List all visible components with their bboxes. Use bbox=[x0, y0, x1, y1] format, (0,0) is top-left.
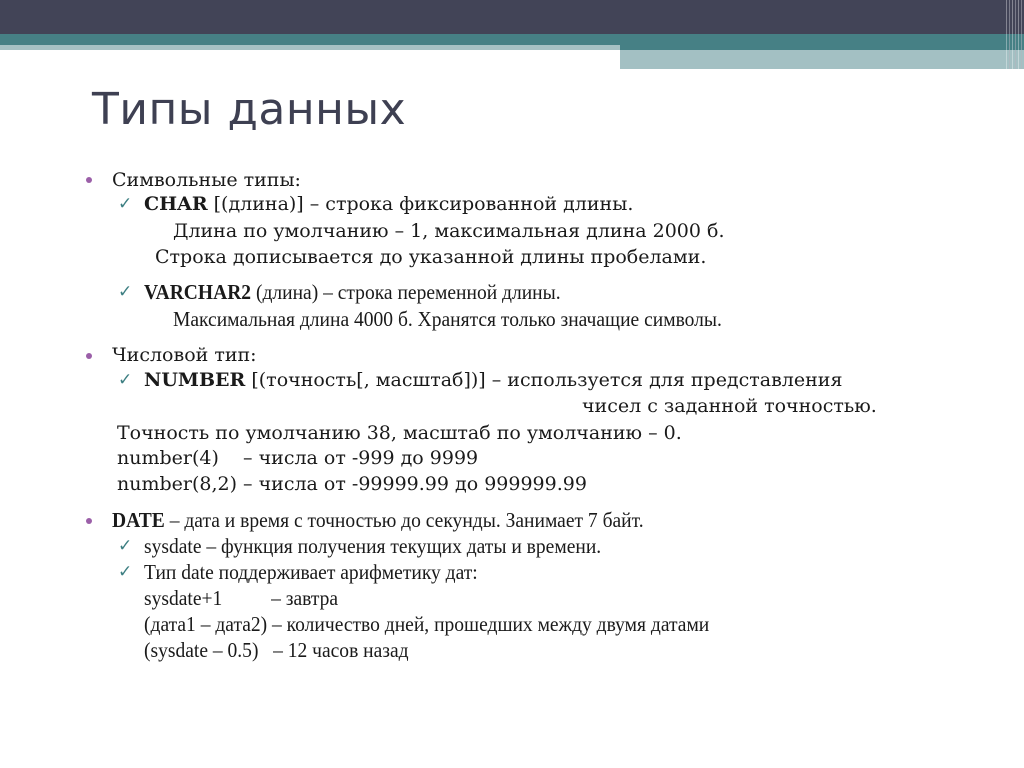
date-example-3: (sysdate – 0.5) – 12 часов назад bbox=[144, 638, 409, 662]
header-dark-band bbox=[0, 0, 1024, 34]
bullet-icon bbox=[86, 177, 92, 183]
section-heading-char-types: Символьные типы: bbox=[112, 169, 301, 191]
number-example-2: number(8,2) – числа от -99999.99 до 999999.99 bbox=[117, 473, 587, 495]
bullet-icon bbox=[86, 353, 92, 359]
varchar2-max-length: Максимальная длина 4000 б. Хранятся только значащие символы. bbox=[173, 307, 722, 331]
date-type-line bbox=[112, 508, 644, 532]
char-padding-note: Строка дописывается до указанной длины пробелами. bbox=[155, 246, 707, 268]
number-description-cont: чисел с заданной точностью. bbox=[582, 395, 877, 417]
number-keyword: NUMBER bbox=[144, 369, 246, 391]
slide-title: Типы данных bbox=[92, 84, 407, 135]
date-arithmetic-item: Тип date поддерживает арифметику дат: bbox=[144, 560, 478, 584]
checkmark-icon: ✓ bbox=[118, 194, 133, 214]
date-description: – дата и время с точностью до секунды. Занимает 7 байт. bbox=[164, 508, 644, 532]
char-type-line bbox=[144, 192, 633, 216]
header-light-block-right bbox=[620, 50, 1024, 69]
header-teal-band bbox=[0, 34, 1024, 45]
sysdate-item: sysdate – функция получения текущих даты и времени. bbox=[144, 534, 602, 558]
varchar2-description: (длина) – строка переменной длины. bbox=[251, 280, 561, 304]
varchar2-type-line bbox=[144, 280, 561, 304]
header-decorative-stripes bbox=[1006, 0, 1024, 69]
date-keyword: DATE bbox=[112, 508, 165, 532]
section-heading-numeric: Числовой тип: bbox=[112, 344, 257, 366]
number-type-line bbox=[144, 368, 842, 392]
char-keyword: CHAR bbox=[144, 193, 208, 215]
number-example-1: number(4) – числа от -999 до 9999 bbox=[117, 447, 479, 469]
date-example-1: sysdate+1 – завтра bbox=[144, 586, 339, 610]
header-light-strip-left bbox=[0, 45, 620, 50]
checkmark-icon: ✓ bbox=[118, 562, 133, 582]
number-description: [(точность[, масштаб])] – используется для представления bbox=[245, 369, 843, 391]
bullet-icon bbox=[86, 518, 92, 524]
char-description: [(длина)] – строка фиксированной длины. bbox=[207, 193, 634, 215]
varchar2-keyword: VARCHAR2 bbox=[144, 280, 252, 304]
checkmark-icon: ✓ bbox=[118, 370, 133, 390]
checkmark-icon: ✓ bbox=[118, 282, 133, 302]
date-example-2: (дата1 – дата2) – количество дней, прошедших между двумя датами bbox=[144, 612, 710, 636]
checkmark-icon: ✓ bbox=[118, 536, 133, 556]
char-default-length: Длина по умолчанию – 1, максимальная длина 2000 б. bbox=[173, 220, 725, 242]
number-default-precision: Точность по умолчанию 38, масштаб по умолчанию – 0. bbox=[117, 422, 682, 444]
